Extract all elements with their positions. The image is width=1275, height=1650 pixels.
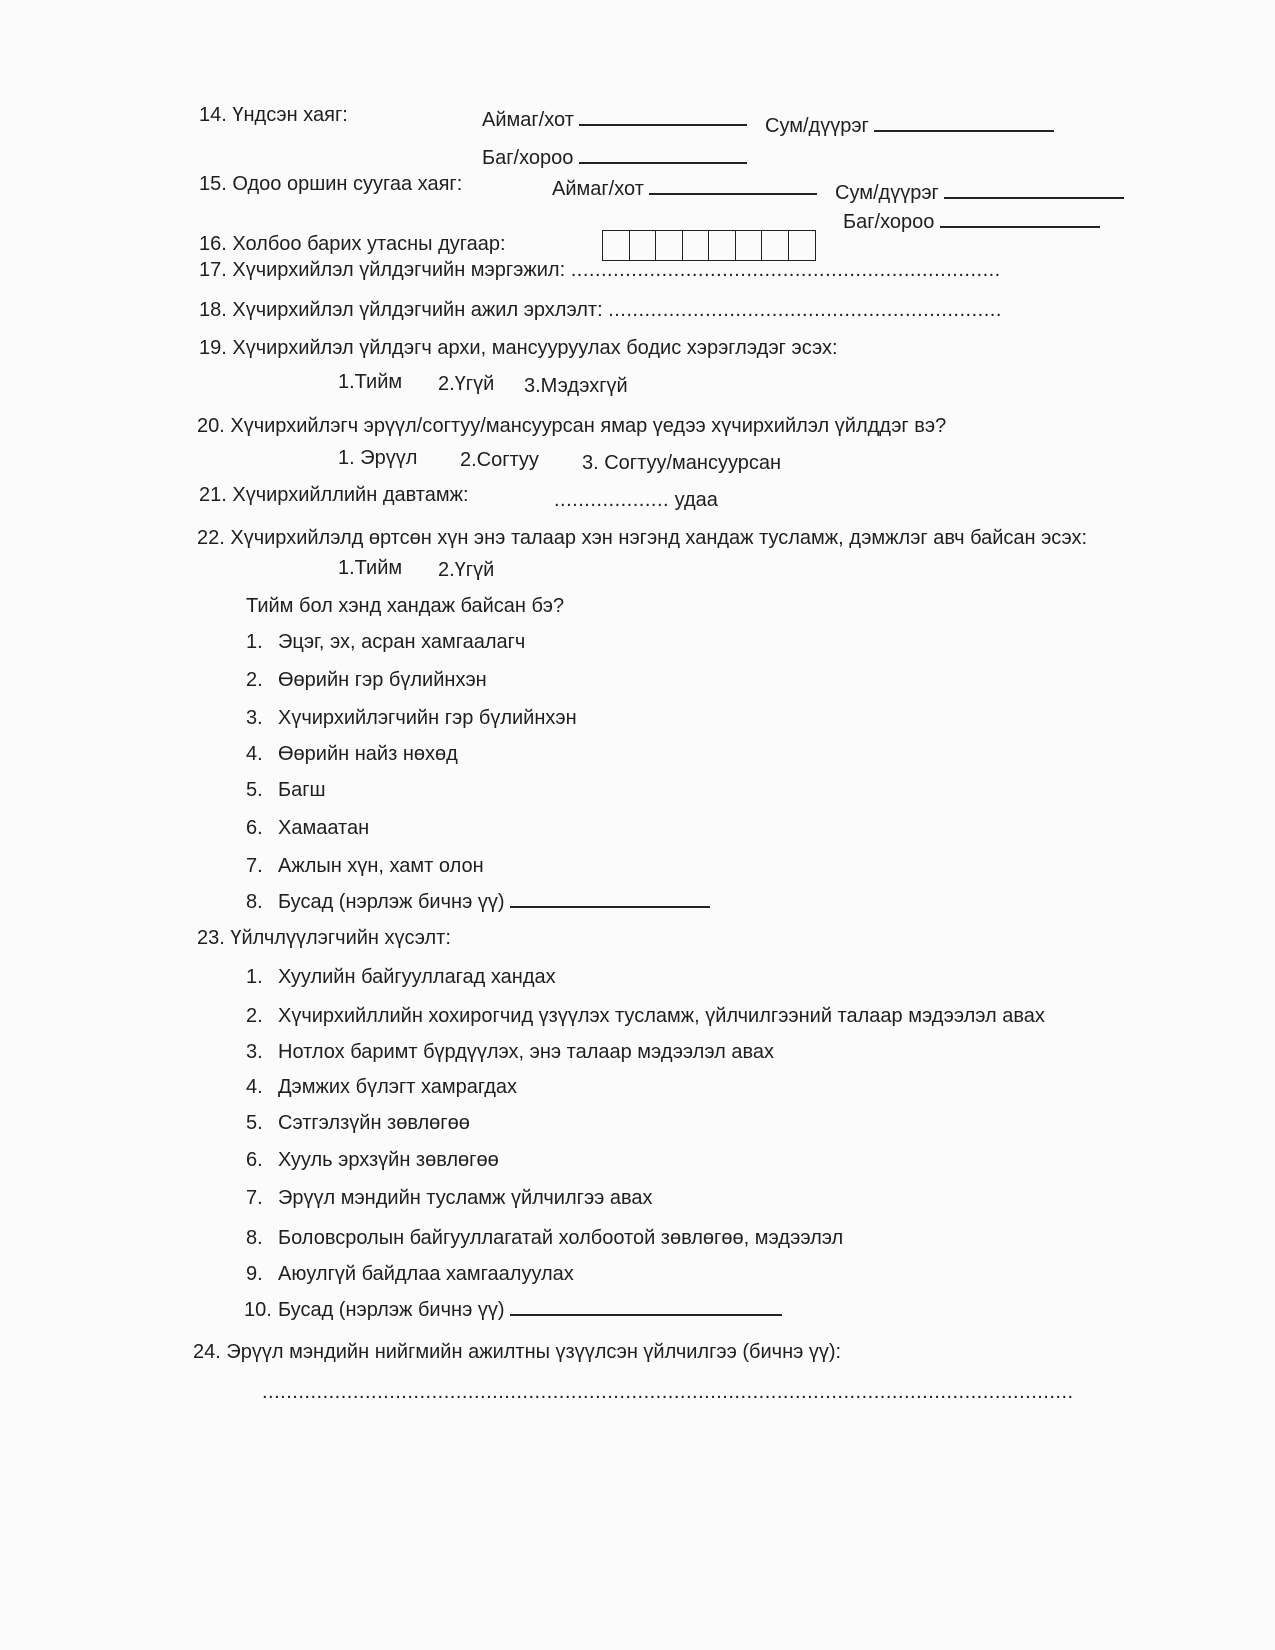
q15-sum-label: Сум/дүүрэг [835,182,939,204]
digit-box[interactable] [789,231,816,260]
list-item[interactable] [246,816,369,840]
list-item[interactable] [246,1262,574,1286]
list-item[interactable] [246,1148,499,1172]
item-text: Ажлын хүн, хамт олон [278,855,484,877]
digit-box[interactable] [656,231,683,260]
q22-option[interactable]: 2.Үгүй [438,559,495,581]
item-number: 2. [246,669,263,691]
digit-box[interactable] [683,231,710,260]
list-item[interactable] [246,1226,843,1250]
list-item[interactable] [246,742,458,766]
item-number: 5. [246,1112,263,1134]
item-text: Нотлох баримт бүрдүүлэх, энэ талаар мэдээлэл авах [278,1041,774,1063]
digit-box[interactable] [762,231,789,260]
list-item[interactable] [244,1298,782,1322]
item-number: 1. [246,966,263,988]
q20-label: 20. Хүчирхийлэгч эрүүл/согтуу/мансуурсан ямар үедээ хүчирхийлэл үйлддэг вэ? [197,415,947,437]
list-item[interactable] [246,1040,774,1064]
digit-box[interactable] [630,231,657,260]
q14-aimag-field[interactable] [482,108,747,132]
list-item[interactable] [246,965,556,989]
item-text: Аюулгүй байдлаа хамгаалуулах [278,1263,574,1285]
q15-aimag-field[interactable] [552,177,817,201]
list-item[interactable] [246,1186,653,1210]
q18-row [199,298,1002,322]
q21-unit: удаа [674,489,718,511]
q24-fill-line[interactable]: ...................................................................................................................................... [262,1381,1074,1403]
item-text: Өөрийн найз нөхөд [278,743,458,765]
q20-option[interactable]: 1. Эрүүл [338,447,418,469]
q14-aimag-label: Аймаг/хот [482,109,574,131]
other-fill-line[interactable] [510,890,710,908]
item-text: Өөрийн гэр бүлийнхэн [278,669,487,691]
item-text: Хүчирхийлэгчийн гэр бүлийнхэн [278,707,577,729]
item-text: Хуулийн байгууллагад хандах [278,966,556,988]
item-number: 4. [246,1076,263,1098]
item-number: 1. [246,631,263,653]
q15-bag-field[interactable] [843,210,1100,234]
item-text: Сэтгэлзүйн зөвлөгөө [278,1112,470,1134]
q17-row [199,258,1001,282]
item-text: Дэмжих бүлэгт хамрагдах [278,1076,518,1098]
q15-bag-label: Баг/хороо [843,211,935,233]
q18-label: 18. Хүчирхийлэл үйлдэгчийн ажил эрхлэлт: [199,299,603,321]
item-number: 3. [246,1041,263,1063]
q22-option[interactable]: 1.Тийм [338,557,403,579]
item-text: Эрүүл мэндийн тусламж үйлчилгээ авах [278,1187,653,1209]
q18-fill-line[interactable]: ................................................................. [608,299,1002,321]
q17-fill-line[interactable]: ....................................................................... [570,259,1001,281]
list-item[interactable] [246,668,487,692]
q19-option[interactable]: 1.Тийм [338,371,403,393]
q19-label: 19. Хүчирхийлэл үйлдэгч архи, мансууруулах бодис хэрэглэдэг эсэх: [199,337,838,359]
q24-label: 24. Эрүүл мэндийн нийгмийн ажилтны үзүүлсэн үйлчилгээ (бичнэ үү): [193,1341,842,1363]
q14-sum-label: Сум/дүүрэг [765,115,869,137]
q20-option[interactable]: 3. Согтуу/мансуурсан [582,452,782,474]
item-number: 8. [246,891,263,913]
q23-label: 23. Үйлчлүүлэгчийн хүсэлт: [197,927,451,949]
q14-label: 14. Үндсэн хаяг: [199,104,348,126]
item-text: Эцэг, эх, асран хамгаалагч [278,631,526,653]
list-item[interactable] [246,706,577,730]
q14-bag-field[interactable] [482,146,747,170]
digit-box[interactable] [709,231,736,260]
item-text: Багш [278,779,326,801]
digit-box[interactable] [736,231,763,260]
q19-option[interactable]: 2.Үгүй [438,373,495,395]
q21-fill-line[interactable]: ................... [554,489,670,511]
list-item[interactable] [246,630,525,654]
item-number: 4. [246,743,263,765]
item-number: 5. [246,779,263,801]
item-number: 8. [246,1227,263,1249]
item-text: Бусад (нэрлэж бичнэ үү) [278,891,505,913]
q15-label: 15. Одоо оршин суугаа хаяг: [199,173,463,195]
q21-fill[interactable] [554,488,718,512]
item-number: 9. [246,1263,263,1285]
item-number: 6. [246,1149,263,1171]
list-item[interactable] [246,890,710,914]
q22-label: 22. Хүчирхийлэлд өртсөн хүн энэ талаар хэн нэгэнд хандаж тусламж, дэмжлэг авч байсан эсэх: [197,527,1088,549]
q15-sum-field[interactable] [835,181,1124,205]
item-number: 3. [246,707,263,729]
phone-number-boxes[interactable] [602,230,816,261]
digit-box[interactable] [603,231,630,260]
item-number: 7. [246,1187,263,1209]
q14-sum-field[interactable] [765,114,1054,138]
q20-option[interactable]: 2.Согтуу [460,449,539,471]
q15-aimag-label: Аймаг/хот [552,178,644,200]
list-item[interactable] [246,1111,470,1135]
item-text: Хүчирхийллийн хохирогчид үзүүлэх тусламж, үйлчилгээний талаар мэдээлэл авах [278,1005,1045,1027]
other-fill-line[interactable] [510,1298,782,1316]
q16-label: 16. Холбоо барих утасны дугаар: [199,233,506,255]
list-item[interactable] [246,778,326,802]
q19-option[interactable]: 3.Мэдэхгүй [524,375,628,397]
item-number: 10. [244,1299,272,1321]
list-item[interactable] [246,1004,1045,1028]
q21-label: 21. Хүчирхийллийн давтамж: [199,484,469,506]
item-number: 6. [246,817,263,839]
list-item[interactable] [246,1075,517,1099]
q14-bag-label: Баг/хороо [482,147,574,169]
item-number: 7. [246,855,263,877]
item-text: Боловсролын байгууллагатай холбоотой зөвлөгөө, мэдээлэл [278,1227,844,1249]
q17-label: 17. Хүчирхийлэл үйлдэгчийн мэргэжил: [199,259,566,281]
q22-follow-up: Тийм бол хэнд хандаж байсан бэ? [246,595,565,617]
item-number: 2. [246,1005,263,1027]
item-text: Хууль эрхзүйн зөвлөгөө [278,1149,499,1171]
list-item[interactable] [246,854,484,878]
item-text: Бусад (нэрлэж бичнэ үү) [278,1299,505,1321]
item-text: Хамаатан [278,817,370,839]
